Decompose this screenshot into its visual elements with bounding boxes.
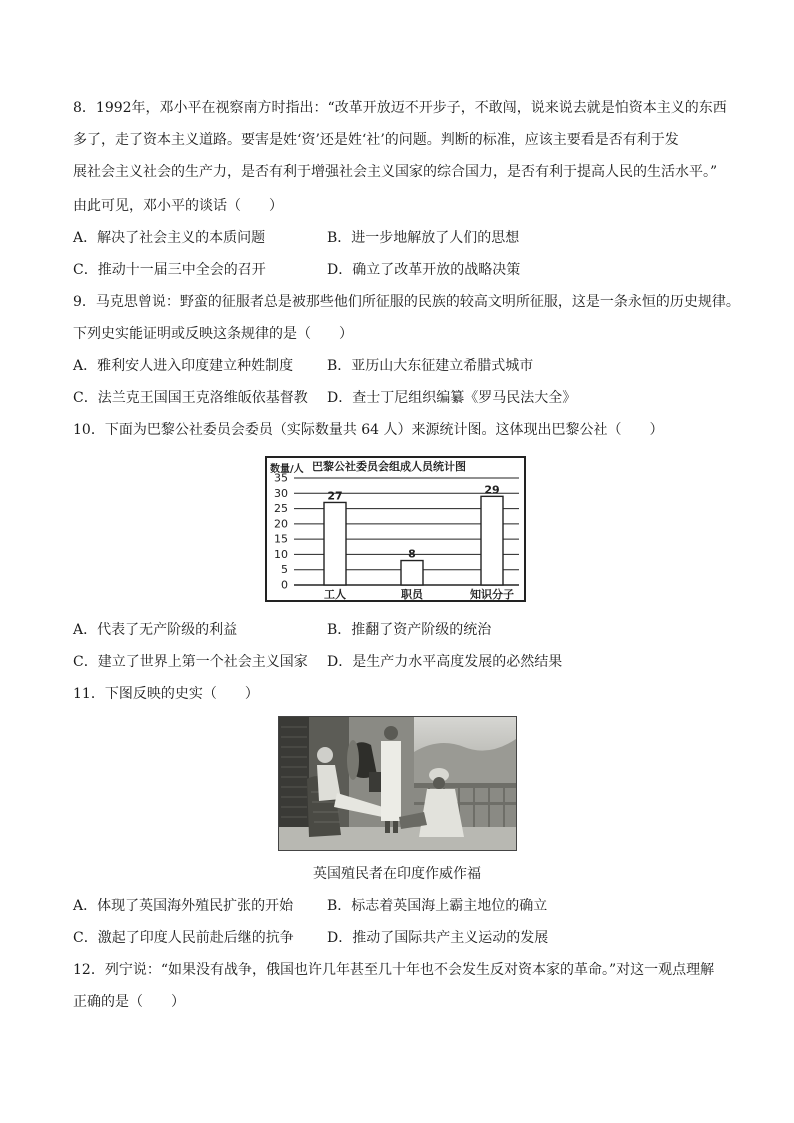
question-10-option-c[interactable]: C．建立了世界上第一个社会主义国家 [73,654,308,670]
chart-bar-2 [401,561,423,585]
chart-y-ticks [274,472,288,592]
chart-x-ticks [324,587,514,600]
chart-y-tick-label: 10 [274,547,288,561]
historical-photo [278,716,517,851]
question-8-stem-line-1: 8．1992年，邓小平在视察南方时指出：“改革开放迈不开步子，不敢闯，说来说去就是怕资本主义的东西 [73,100,727,116]
chart-title: 巴黎公社委员会组成人员统计图 [312,460,466,473]
question-11-option-c[interactable]: C．激起了印度人民前赴后继的抗争 [73,930,294,946]
chart-y-tick-label: 5 [281,563,288,577]
chart-data-label-3: 29 [484,483,500,497]
chart-y-tick-label: 25 [274,502,288,516]
question-9-option-c[interactable]: C．法兰克王国国王克洛维皈依基督教 [73,390,308,406]
chart-x-tick-label-2: 职员 [401,588,423,600]
question-8-option-b[interactable]: B．进一步地解放了人们的思想 [327,230,520,246]
question-9-stem-line-1: 9．马克思曾说：野蛮的征服者总是被那些他们所征服的民族的较高文明所征服，这是一条永恒的历史规律。 [73,294,740,310]
question-11-option-a[interactable]: A．体现了英国海外殖民扩张的开始 [73,898,294,914]
question-10-option-d[interactable]: D．是生产力水平高度发展的必然结果 [327,654,563,670]
question-11-option-b[interactable]: B．标志着英国海上霸主地位的确立 [327,898,548,914]
chart-y-tick-label: 15 [274,532,288,546]
question-8-option-d[interactable]: D．确立了改革开放的战略决策 [327,262,521,278]
question-9-option-b[interactable]: B．亚历山大东征建立希腊式城市 [327,358,534,374]
question-8-stem-line-4: 由此可见，邓小平的谈话（ ） [73,198,283,214]
chart-data-label-2: 8 [408,547,416,561]
question-10-option-a[interactable]: A．代表了无产阶级的利益 [73,622,238,638]
question-11-stem-line-1: 11．下图反映的史实（ ） [73,686,259,702]
question-9-stem-line-2: 下列史实能证明或反映这条规律的是（ ） [73,326,353,342]
question-8-option-c[interactable]: C．推动十一届三中全会的召开 [73,262,266,278]
question-8-option-a[interactable]: A．解决了社会主义的本质问题 [73,230,266,246]
chart-y-tick-label: 35 [274,471,288,485]
question-8-stem-line-2: 多了，走了资本主义道路。要害是姓‘资’还是姓‘社’的问题。判断的标准，应该主要看是否有利于发 [73,132,679,148]
question-10-stem-line-1: 10．下面为巴黎公社委员会委员（实际数量共 64 人）来源统计图。这体现出巴黎公社（ ） [73,422,664,438]
chart-data-label-1: 27 [327,489,343,503]
chart-y-tick-label: 20 [274,517,288,531]
chart-bar-1 [324,502,346,585]
chart-bar-3 [481,496,503,585]
photo-caption: 英国殖民者在印度作威作福 [313,866,481,882]
chart-x-tick-label-3: 知识分子 [470,588,514,600]
question-8-stem-line-3: 展社会主义社会的生产力，是否有利于增强社会主义国家的综合国力，是否有利于提高人民的生活水平。” [73,164,718,180]
chart-y-tick-label: 0 [281,578,288,592]
question-9-option-d[interactable]: D．查士丁尼组织编纂《罗马民法大全》 [327,390,577,406]
paris-commune-bar-chart [265,456,526,602]
question-12-stem-line-2: 正确的是（ ） [73,994,185,1010]
chart-x-tick-label-1: 工人 [324,588,346,600]
question-12-stem-line-1: 12．列宁说：“如果没有战争，俄国也许几年甚至几十年也不会发生反对资本家的革命。”对这一观点理解 [73,962,715,978]
question-11-option-d[interactable]: D．推动了国际共产主义运动的发展 [327,930,549,946]
question-10-option-b[interactable]: B．推翻了资产阶级的统治 [327,622,492,638]
chart-y-tick-label: 30 [274,486,288,500]
question-9-option-a[interactable]: A．雅利安人进入印度建立种姓制度 [73,358,294,374]
chart-y-axis-label: 数量/人 [270,464,304,475]
